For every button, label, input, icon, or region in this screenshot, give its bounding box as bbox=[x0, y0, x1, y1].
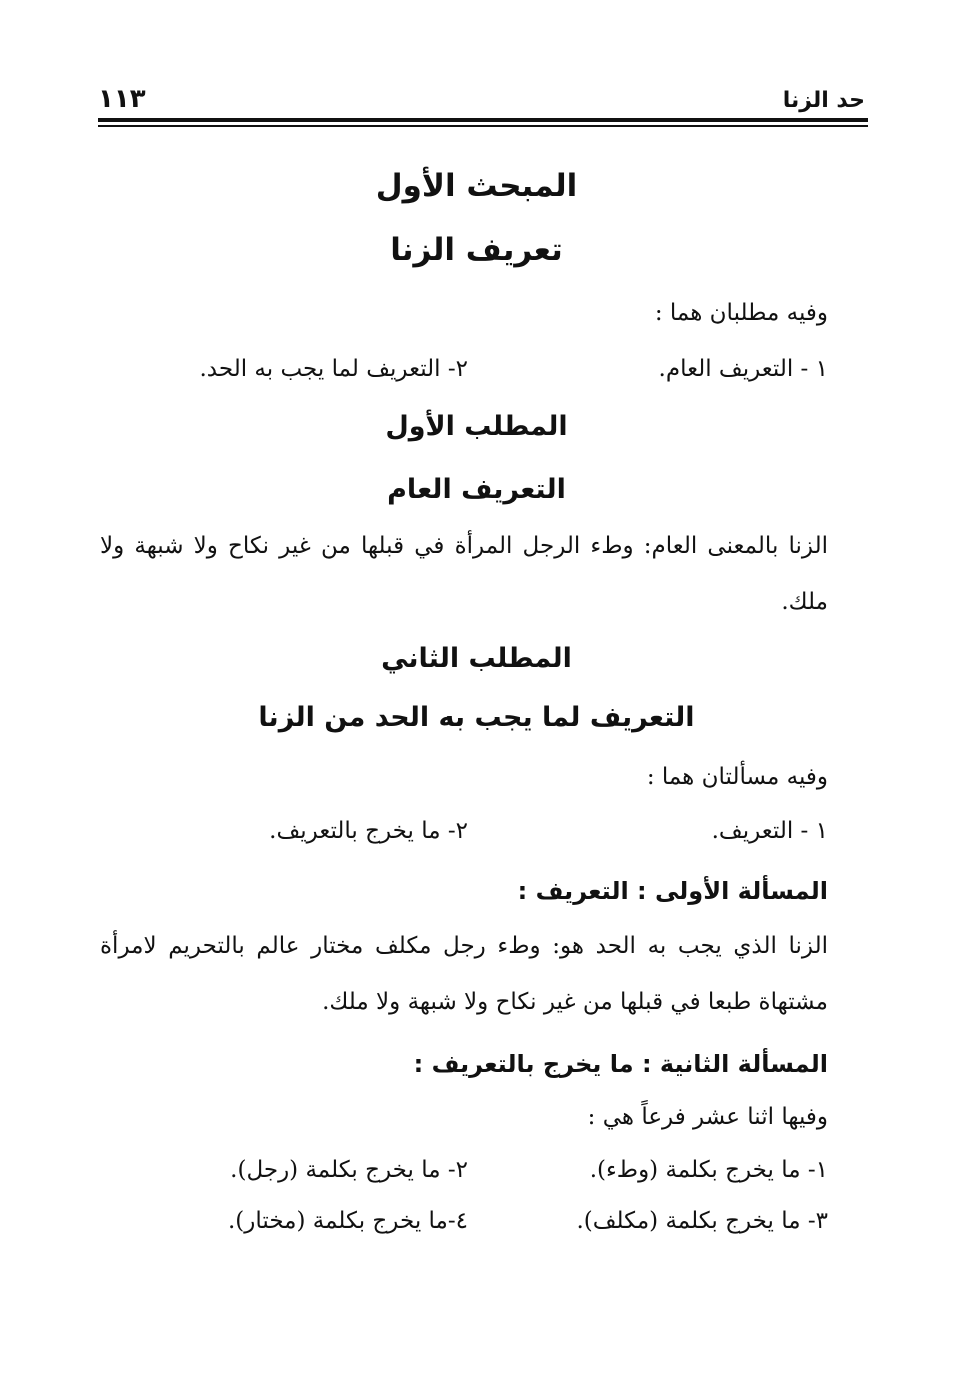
page-number: ١١٣ bbox=[98, 84, 146, 114]
masala1-text: الزنا الذي يجب به الحد هو: وطء رجل مكلف مختار عالم بالتحريم لامرأة مشتهاة طبعا في قبلها من غير نكاح ولا شبهة ولا ملك. bbox=[100, 933, 828, 1015]
matlab2-subtitle: التعريف لما يجب به الحد من الزنا bbox=[258, 702, 695, 733]
list-item: ٣- ما يخرج بكلمة (مكلف). bbox=[576, 1208, 828, 1234]
chapter-intro: وفيه مطلبان هما : bbox=[654, 300, 828, 326]
matlab1-title: المطلب الأول bbox=[385, 411, 568, 442]
chapter-title: تعريف الزنا bbox=[390, 232, 563, 268]
masala2-heading: المسألة الثانية : ما يخرج بالتعريف : bbox=[413, 1050, 828, 1078]
running-title: حد الزنا bbox=[782, 88, 865, 113]
matlab2-intro: وفيه مسألتان هما : bbox=[646, 764, 828, 790]
matlab1-text: الزنا بالمعنى العام: وطء الرجل المرأة في قبلها من غير نكاح ولا شبهة ولا ملك. bbox=[100, 533, 828, 615]
list-item: ٢- ما يخرج بكلمة (رجل). bbox=[230, 1157, 468, 1183]
header-rule bbox=[98, 118, 868, 122]
masala2-intro: وفيها اثنا عشر فرعاً هي : bbox=[587, 1104, 828, 1130]
list-item: ١ - التعريف. bbox=[711, 818, 828, 844]
list-item: ٢- التعريف لما يجب به الحد. bbox=[199, 356, 468, 382]
section-title: المبحث الأول bbox=[375, 168, 578, 204]
matlab1-subtitle: التعريف العام bbox=[387, 474, 566, 505]
matlab2-title: المطلب الثاني bbox=[381, 643, 572, 674]
masala1-heading: المسألة الأولى : التعريف : bbox=[517, 877, 828, 905]
list-item: ١ - التعريف العام. bbox=[658, 356, 828, 382]
list-item: ٢- ما يخرج بالتعريف. bbox=[269, 818, 468, 844]
list-item: ٤-ما يخرج بكلمة (مختار). bbox=[227, 1208, 468, 1234]
header-rule-thin bbox=[98, 125, 868, 127]
list-item: ١- ما يخرج بكلمة (وطء). bbox=[589, 1157, 828, 1183]
